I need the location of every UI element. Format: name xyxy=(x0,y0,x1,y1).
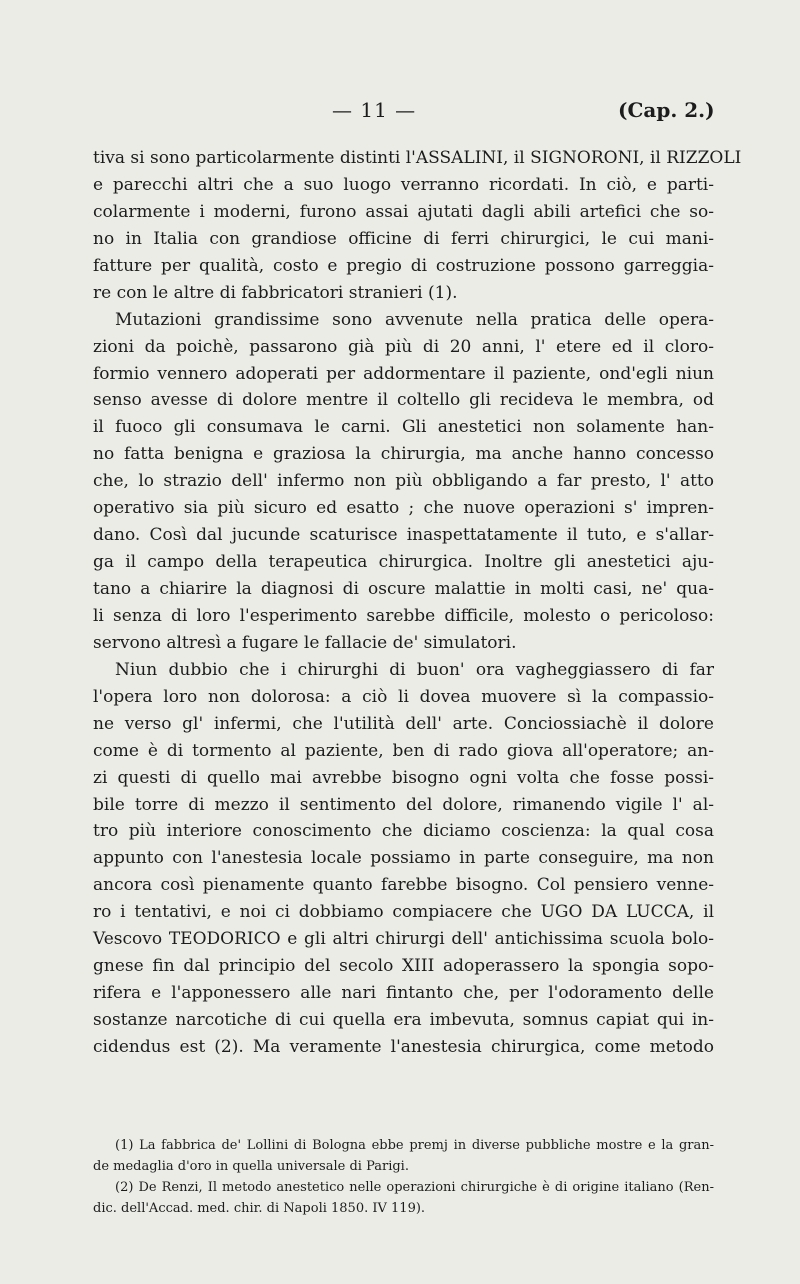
text-line: zioni da poichè, passarono già più di 20 anni, l' etere ed il cloro- xyxy=(93,336,714,357)
text-line: l'opera loro non dolorosa: a ciò li dovea muovere sì la compassio- xyxy=(93,686,714,707)
footnote xyxy=(93,1177,714,1219)
text-line: fatture per qualità, costo e pregio di costruzione possono garreggia- xyxy=(93,255,714,276)
text-line: Mutazioni grandissime sono avvenute nella pratica delle opera- xyxy=(115,309,714,330)
footnotes xyxy=(93,1135,714,1219)
text-line: dano. Così dal jucunde scaturisce inaspettatamente il tuto, e s'allar- xyxy=(93,525,714,546)
text-line: sostanze narcotiche di cui quella era imbevuta, somnus capiat qui in- xyxy=(93,1010,714,1030)
text-line: come è di tormento al paziente, ben di rado giova all'operatore; an- xyxy=(93,740,714,761)
text-line: zi questi di quello mai avrebbe bisogno ogni volta che fosse possi- xyxy=(93,767,714,788)
footnote-line: (1) La fabbrica de' Lollini di Bologna ebbe premj in diverse pubbliche mostre e la gran- xyxy=(115,1138,714,1153)
text-line: ancora così pienamente quanto farebbe bisogno. Col pensiero venne- xyxy=(93,875,714,896)
text-line: ga il campo della terapeutica chirurgica. Inoltre gli anestetici aju- xyxy=(93,552,714,573)
text-line: tiva si sono particolarmente distinti l'ASSALINI, il SIGNORONI, il RIZZOLI xyxy=(93,148,742,168)
text-line: formio vennero adoperati per addormentare il paziente, ond'egli niun xyxy=(93,363,714,384)
body-text xyxy=(93,145,742,1061)
paragraph xyxy=(93,657,714,1061)
chapter-label: (Cap. 2.) xyxy=(618,98,715,122)
text-line: Vescovo TEODORICO e gli altri chirurgi dell' antichissima scuola bolo- xyxy=(93,929,714,950)
text-line: gnese fin dal principio del secolo XIII adoperassero la spongia sopo- xyxy=(93,956,714,977)
footnote-line: (2) De Renzi, Il metodo anestetico nelle operazioni chirurgiche è di origine italiano (Ren- xyxy=(115,1180,714,1195)
text-line: operativo sia più sicuro ed esatto ; che nuove operazioni s' impren- xyxy=(93,498,714,519)
text-line: tro più interiore conoscimento che diciamo coscienza: la qual cosa xyxy=(93,821,714,842)
text-line: re con le altre di fabbricatori stranieri (1). xyxy=(93,282,458,303)
text-line: servono altresì a fugare le fallacie de' simulatori. xyxy=(93,632,517,653)
text-line: e parecchi altri che a suo luogo verranno ricordati. In ciò, e parti- xyxy=(93,174,714,195)
text-line: che, lo strazio dell' infermo non più obbligando a far presto, l' atto xyxy=(93,471,714,492)
text-line: bile torre di mezzo il sentimento del dolore, rimanendo vigile l' al- xyxy=(93,794,714,815)
footnote-line: de medaglia d'oro in quella universale di Parigi. xyxy=(93,1159,409,1174)
page-number: — 11 — xyxy=(332,98,417,122)
text-line: Niun dubbio che i chirurghi di buon' ora vagheggiassero di far xyxy=(115,659,714,680)
footnote-line: dic. dell'Accad. med. chir. di Napoli 1850. IV 119). xyxy=(93,1201,426,1216)
text-line: il fuoco gli consumava le carni. Gli anestetici non solamente han- xyxy=(93,417,714,438)
text-line: li senza di loro l'esperimento sarebbe difficile, molesto o pericoloso: xyxy=(93,605,714,626)
footnote xyxy=(93,1135,714,1177)
running-header xyxy=(0,98,800,128)
text-line: appunto con l'anestesia locale possiamo in parte conseguire, ma non xyxy=(93,848,714,869)
text-line: senso avesse di dolore mentre il coltello gli recideva le membra, od xyxy=(93,390,714,411)
text-line: tano a chiarire la diagnosi di oscure malattie in molti casi, ne' qua- xyxy=(93,579,714,599)
paragraph xyxy=(93,307,714,657)
text-line: no in Italia con grandiose officine di ferri chirurgici, le cui mani- xyxy=(93,228,714,249)
text-line: colarmente i moderni, furono assai ajutati dagli abili artefici che so- xyxy=(93,201,714,222)
text-line: cidendus est (2). Ma veramente l'anestesia chirurgica, come metodo xyxy=(93,1036,714,1057)
text-line: rifera e l'apponessero alle nari fintanto che, per l'odoramento delle xyxy=(93,983,714,1004)
text-line: ro i tentativi, e noi ci dobbiamo compiacere che UGO DA LUCCA, il xyxy=(93,902,714,923)
text-line: no fatta benigna e graziosa la chirurgia, ma anche hanno concesso xyxy=(93,444,714,465)
text-line: ne verso gl' infermi, che l'utilità dell' arte. Conciossiachè il dolore xyxy=(93,713,714,734)
paragraph xyxy=(93,145,742,307)
